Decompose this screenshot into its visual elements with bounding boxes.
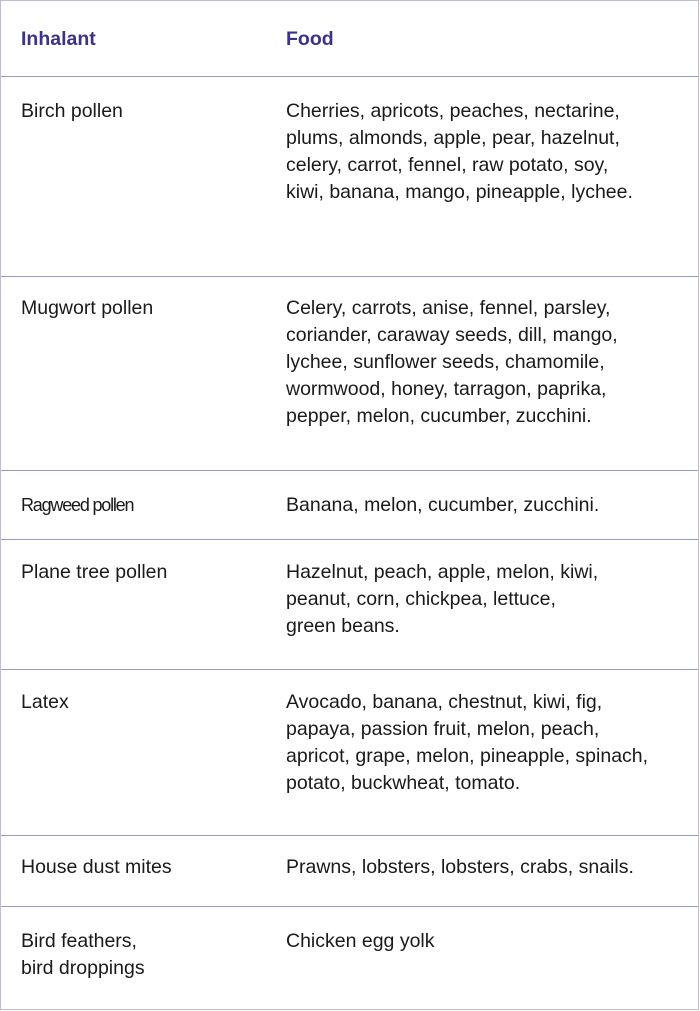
inhalant-cell: Mugwort pollen bbox=[21, 297, 154, 319]
table-row bbox=[1, 277, 698, 471]
food-cell: Chicken egg yolk bbox=[286, 930, 435, 952]
food-cell: Hazelnut, peach, apple, melon, kiwi, peanut, corn, chickpea, lettuce, green beans. bbox=[286, 561, 599, 637]
food-cell: Avocado, banana, chestnut, kiwi, fig, papaya, passion fruit, melon, peach, apricot, grape, melon, pineapple, spinach, potato, buckwheat, tomato. bbox=[286, 691, 649, 794]
inhalant-cell: Birch pollen bbox=[21, 100, 123, 122]
food-cell: Cherries, apricots, peaches, nectarine, plums, almonds, apple, pear, hazelnut, celery, carrot, fennel, raw potato, soy, kiwi, banana, mango, pineapple, lychee. bbox=[286, 100, 633, 203]
header-inhalant: Inhalant bbox=[21, 28, 96, 50]
table-row bbox=[1, 670, 698, 836]
inhalant-cell: Latex bbox=[21, 691, 69, 713]
inhalant-cell: Ragweed pollen bbox=[21, 495, 134, 515]
table-row bbox=[1, 836, 698, 907]
inhalant-cell: House dust mites bbox=[21, 856, 172, 878]
header-food: Food bbox=[286, 28, 334, 50]
food-cell: Banana, melon, cucumber, zucchini. bbox=[286, 494, 600, 516]
table-row bbox=[1, 471, 698, 540]
table-row bbox=[1, 77, 698, 277]
table-row bbox=[1, 540, 698, 670]
food-cell: Prawns, lobsters, lobsters, crabs, snails. bbox=[286, 856, 634, 878]
food-cell: Celery, carrots, anise, fennel, parsley, coriander, caraway seeds, dill, mango, lychee, sunflower seeds, chamomile, wormwood, honey, tarragon, paprika, pepper, melon, cucumber, zucchini. bbox=[286, 297, 618, 427]
table-header-row bbox=[1, 1, 698, 77]
inhalant-cell: Bird feathers, bird droppings bbox=[21, 930, 145, 979]
table-row bbox=[1, 907, 698, 1011]
inhalant-cell: Plane tree pollen bbox=[21, 561, 168, 583]
